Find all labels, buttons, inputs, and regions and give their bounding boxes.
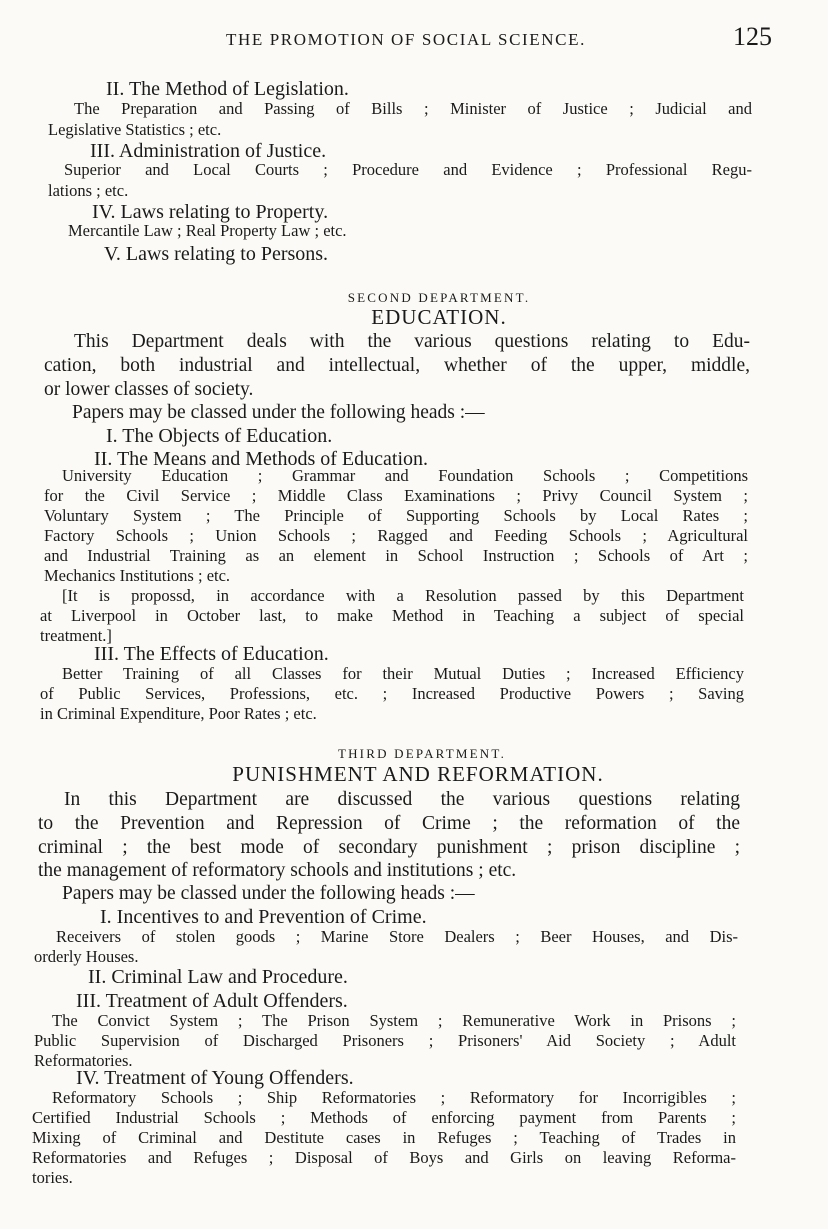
- body-line: treatment.]: [40, 626, 112, 645]
- body-line: This Department deals with the various questions relating to Edu-: [74, 331, 750, 352]
- body-line: Reformatories and Refuges ; Disposal of Boys and Girls on leaving Reforma-: [32, 1148, 736, 1167]
- body-line: [It is propossd, in accordance with a Resolution passed by this Department: [62, 586, 744, 605]
- body-line: Reformatories.: [34, 1051, 133, 1070]
- body-line: Better Training of all Classes for their Mutual Duties ; Increased Efficiency: [62, 664, 744, 683]
- body-line: for the Civil Service ; Middle Class Examinations ; Privy Council System ;: [44, 486, 748, 505]
- running-header: [40, 20, 772, 54]
- body-line: tories.: [32, 1168, 73, 1187]
- body-line: The Preparation and Passing of Bills ; Minister of Justice ; Judicial and: [74, 99, 752, 118]
- subheading: II. Criminal Law and Procedure.: [88, 966, 348, 988]
- subheading: V. Laws relating to Persons.: [104, 243, 329, 265]
- subheading: III. The Effects of Education.: [94, 643, 329, 665]
- body-line: and Industrial Training as an element in School Instruction ; Schools of Art ;: [44, 546, 748, 565]
- subheading: IV. Treatment of Young Offenders.: [76, 1067, 354, 1089]
- body-line: Voluntary System ; The Principle of Supporting Schools by Local Rates ;: [44, 506, 748, 525]
- body-line: criminal ; the best mode of secondary punishment ; prison discipline ;: [38, 837, 740, 858]
- department-title: PUNISHMENT AND REFORMATION.: [232, 762, 604, 786]
- body-line: Certified Industrial Schools ; Methods of enforcing payment from Parents ;: [32, 1108, 736, 1127]
- subheading: III. Administration of Justice.: [90, 140, 327, 162]
- body-line: In this Department are discussed the various questions relating: [64, 789, 740, 810]
- body-line: Receivers of stolen goods ; Marine Store Dealers ; Beer Houses, and Dis-: [56, 927, 738, 946]
- body-line: of Public Services, Professions, etc. ; Increased Productive Powers ; Saving: [40, 684, 744, 703]
- body-line: Papers may be classed under the following heads :—: [62, 883, 475, 904]
- department-label: THIRD DEPARTMENT.: [337, 746, 507, 761]
- subheading: I. Incentives to and Prevention of Crime.: [100, 906, 427, 928]
- body-line: Public Supervision of Discharged Prisoners ; Prisoners' Aid Society ; Adult: [34, 1031, 736, 1050]
- body-line: Mixing of Criminal and Destitute cases in Refuges ; Teaching of Trades in: [32, 1128, 736, 1147]
- body-line: Superior and Local Courts ; Procedure and Evidence ; Professional Regu-: [64, 160, 752, 179]
- body-line: Papers may be classed under the following heads :—: [72, 402, 485, 423]
- body-line: University Education ; Grammar and Foundation Schools ; Competitions: [62, 466, 748, 485]
- body-line: Mercantile Law ; Real Property Law ; etc.: [68, 221, 347, 240]
- body-line: at Liverpool in October last, to make Method in Teaching a subject of special: [40, 606, 744, 625]
- body-line: or lower classes of society.: [44, 379, 254, 400]
- body-line: the management of reformatory schools and institutions ; etc.: [38, 860, 517, 881]
- body-line: Mechanics Institutions ; etc.: [44, 566, 231, 585]
- subheading: I. The Objects of Education.: [106, 425, 333, 447]
- department-title: EDUCATION.: [371, 305, 507, 329]
- body-line: Legislative Statistics ; etc.: [48, 120, 222, 139]
- body-line: to the Prevention and Repression of Crime ; the reformation of the: [38, 813, 740, 834]
- page-number: 125: [733, 22, 772, 51]
- body-line: The Convict System ; The Prison System ; Remunerative Work in Prisons ;: [52, 1011, 736, 1030]
- body-line: Factory Schools ; Union Schools ; Ragged and Feeding Schools ; Agricultural: [44, 526, 748, 545]
- department-label: SECOND DEPARTMENT.: [347, 290, 531, 305]
- subheading: II. The Means and Methods of Education.: [94, 448, 428, 470]
- running-title: THE PROMOTION OF SOCIAL SCIENCE.: [226, 30, 586, 49]
- subheading: IV. Laws relating to Property.: [92, 201, 329, 223]
- subheading: III. Treatment of Adult Offenders.: [76, 990, 348, 1012]
- body-line: Reformatory Schools ; Ship Reformatories ; Reformatory for Incorrigibles ;: [52, 1088, 736, 1107]
- body-line: lations ; etc.: [48, 181, 129, 200]
- body-line: orderly Houses.: [34, 947, 139, 966]
- subheading: II. The Method of Legislation.: [106, 78, 349, 100]
- body-line: cation, both industrial and intellectual, whether of the upper, middle,: [44, 355, 750, 376]
- body-line: in Criminal Expenditure, Poor Rates ; etc.: [40, 704, 317, 723]
